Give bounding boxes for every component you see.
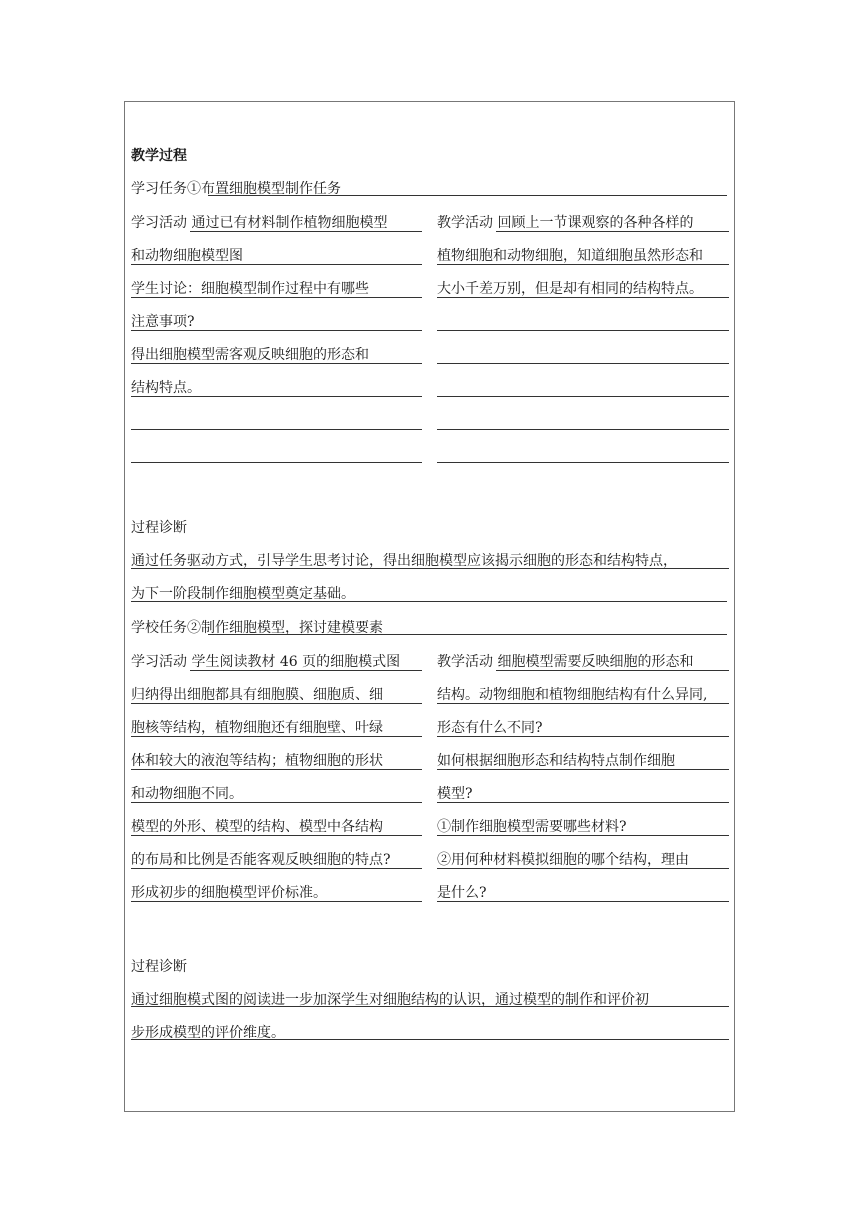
- activity-line: 形态有什么不同?: [437, 720, 543, 736]
- diagnosis1-line: 为下一阶段制作细胞模型奠定基础。: [131, 586, 355, 602]
- task2-heading-underline: [208, 634, 727, 635]
- activity-line: 学习活动 通过已有材料制作植物细胞模型: [131, 215, 388, 231]
- activity-underline: [437, 297, 729, 298]
- activity-underline: [437, 462, 729, 463]
- activity-underline: [131, 868, 422, 869]
- activity-underline: [496, 231, 729, 232]
- activity-underline: [131, 264, 422, 265]
- activity-underline: [437, 736, 729, 737]
- activity-line: 归纳得出细胞都具有细胞膜、细胞质、细: [131, 687, 383, 703]
- activity-line: 结构特点。: [131, 380, 201, 396]
- activity-line: 体和较大的液泡等结构；植物细胞的形状: [131, 753, 383, 769]
- activity-line: 模型的外形、模型的结构、模型中各结构: [131, 819, 383, 835]
- activity-underline: [437, 429, 729, 430]
- activity-line: 模型?: [437, 786, 473, 802]
- activity-underline: [437, 264, 729, 265]
- activity-line: 注意事项?: [131, 314, 195, 330]
- activity-underline: [190, 231, 422, 232]
- activity-line: 教学活动 回顾上一节课观察的各种各样的: [437, 215, 694, 231]
- activity-underline: [131, 429, 422, 430]
- activity-underline: [131, 703, 422, 704]
- diagnosis2-underline: [131, 1006, 729, 1007]
- task1-heading-underline: [208, 195, 727, 196]
- activity-line: 结构。动物细胞和植物细胞结构有什么异同,: [437, 687, 708, 703]
- activity-underline: [437, 901, 729, 902]
- diagnosis1-line: 通过任务驱动方式，引导学生思考讨论，得出细胞模型应该揭示细胞的形态和结构特点，: [131, 553, 677, 569]
- activity-underline: [437, 703, 729, 704]
- diagnosis2-heading: 过程诊断: [131, 959, 187, 975]
- activity-line: 如何根据细胞形态和结构特点制作细胞: [437, 753, 675, 769]
- activity-underline: [190, 670, 422, 671]
- activity-line: 大小千差万别，但是却有相同的结构特点。: [437, 281, 703, 297]
- activity-underline: [131, 736, 422, 737]
- section-title: 教学过程: [131, 148, 187, 164]
- activity-line: 学生讨论：细胞模型制作过程中有哪些: [131, 281, 369, 297]
- activity-line: ①制作细胞模型需要哪些材料?: [437, 819, 627, 835]
- activity-underline: [437, 802, 729, 803]
- activity-underline: [131, 396, 422, 397]
- activity-line: 得出细胞模型需客观反映细胞的形态和: [131, 347, 369, 363]
- activity-underline: [131, 330, 422, 331]
- task1-heading: 学习任务①布置细胞模型制作任务: [131, 181, 341, 197]
- activity-line: 是什么?: [437, 885, 487, 901]
- activity-underline: [131, 363, 422, 364]
- activity-underline: [437, 396, 729, 397]
- activity-line: 胞核等结构，植物细胞还有细胞壁、叶绿: [131, 720, 383, 736]
- activity-underline: [437, 769, 729, 770]
- diagnosis1-underline: [131, 601, 727, 602]
- activity-line: 教学活动 细胞模型需要反映细胞的形态和: [437, 654, 694, 670]
- activity-line: 形成初步的细胞模型评价标准。: [131, 885, 327, 901]
- activity-line: 和动物细胞不同。: [131, 786, 243, 802]
- activity-line: 学习活动 学生阅读教材 46 页的细胞模式图: [131, 654, 401, 670]
- activity-line: ②用何种材料模拟细胞的哪个结构，理由: [437, 852, 689, 868]
- activity-underline: [131, 462, 422, 463]
- diagnosis2-line: 步形成模型的评价维度。: [131, 1025, 285, 1041]
- activity-underline: [496, 670, 729, 671]
- task2-heading: 学校任务②制作细胞模型，探讨建模要素: [131, 620, 383, 636]
- diagnosis1-underline: [131, 568, 729, 569]
- activity-underline: [131, 769, 422, 770]
- activity-line: 的布局和比例是否能客观反映细胞的特点?: [131, 852, 391, 868]
- activity-underline: [131, 802, 422, 803]
- activity-underline: [437, 330, 729, 331]
- activity-underline: [131, 901, 422, 902]
- diagnosis1-heading: 过程诊断: [131, 520, 187, 536]
- activity-underline: [131, 835, 422, 836]
- activity-underline: [437, 835, 729, 836]
- activity-underline: [131, 297, 422, 298]
- activity-underline: [437, 868, 729, 869]
- diagnosis2-underline: [131, 1039, 729, 1040]
- activity-line: 和动物细胞模型图: [131, 248, 243, 264]
- activity-underline: [437, 363, 729, 364]
- activity-line: 植物细胞和动物细胞，知道细胞虽然形态和: [437, 248, 703, 264]
- diagnosis2-line: 通过细胞模式图的阅读进一步加深学生对细胞结构的认识，通过模型的制作和评价初: [131, 992, 649, 1008]
